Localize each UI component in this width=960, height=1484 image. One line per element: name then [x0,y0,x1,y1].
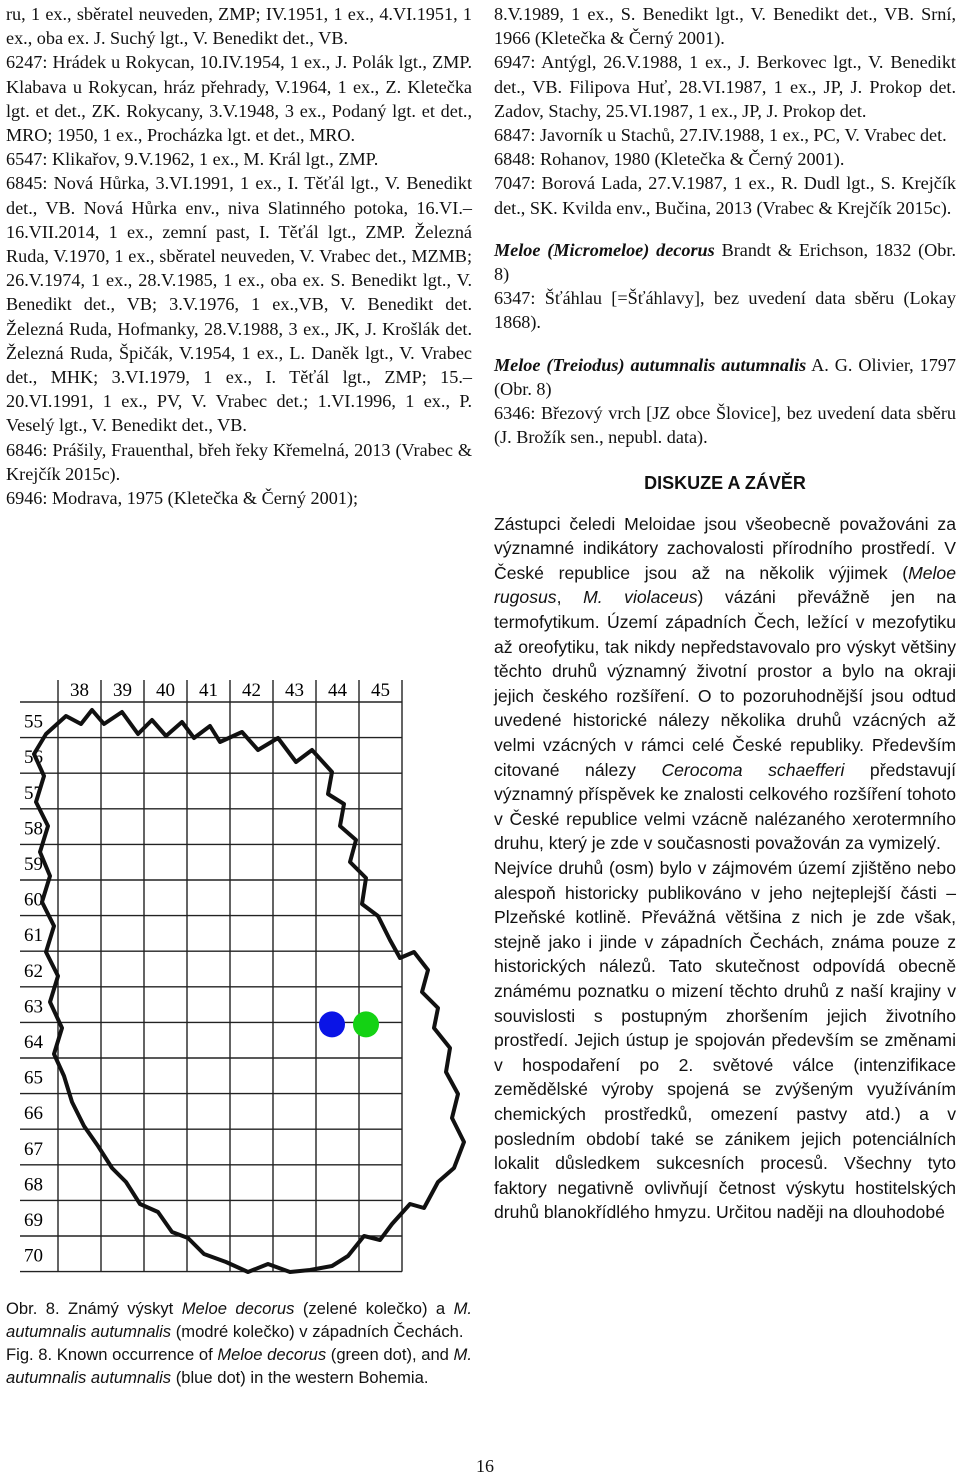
map-row-label: 69 [24,1210,43,1231]
spacer [494,335,956,353]
record-entry: ru, 1 ex., sběratel neuveden, ZMP; IV.1951, 1 ex., 4.VI.1951, 1 ex., oba ex. J. Suchý lgt., V. Benedikt det., VB. [6,4,472,49]
spacer [494,220,956,238]
map-row-label: 68 [24,1174,43,1196]
species-title: Meloe (Treiodus) autumnalis autumnalis [494,354,807,375]
figure-caption [6,1297,472,1389]
species-name: Meloe decorus [217,1345,327,1364]
map-row-label: 66 [24,1103,43,1125]
green-dot-meloe-decorus [353,1011,379,1037]
species-heading [494,238,956,286]
record-entry: 6845: Nová Hůrka, 3.VI.1991, 1 ex., I. Těťál lgt., V. Benedikt det., VB. Nová Hůrka env., niva Slatinného potoka, 16.VI.–16.VII.2014, 1 ex., zemní past, I. Těťál lgt., ZMP. Železná Ruda, V.1970, 1 ex., sběratel neuveden, V. Vrabec det., MZMB; 26.V.1974, 1 ex., 28.V.1985, 1 ex., oba ex. S. Benedikt lgt., V. Benedikt det., VB; 3.V.1976, 1 ex.,VB, V. Benedikt det. Železná Ruda, Hofmanky, 28.V.1988, 3 ex., JK, J. Krošlák det. Železná Ruda, Špičák, V.1954, 1 ex., L. Daněk lgt., V. Vrabec det., MHK; 3.VI.1979, 1 ex., I. Těťál lgt., ZMP; 15.–20.VI.1991, 1 ex., PV, V. Vrabec det.; 1.VI.1996, 1 ex., P. Veselý lgt., V. Benedikt det., VB. [6,173,472,436]
distribution-map [6,676,472,1280]
paragraph: Nejvíce druhů (osm) bylo v zájmovém území zjištěno nebo alespoň historicky publikováno v jeho nejteplejší části – Plzeňské kotlině. Převážná většina z nich je zde však, stejně jako i jinde v západních Čechách, známa pouze z historických nálezů. Tato skutečnost odpovídá obecně známému poznatku o mizení těchto druhů z naší krajiny v souvislosti s postupným zhoršením jejich životního prostředí. Jejich ústup je spojován především se změnami v hospodaření po 2. světové válce (intenzifikace zemědělské výroby spojená se zvýšeným využíváním chemických prostředků, omezení pastvy atd.) a v posledním období také se zánikem jejich potenciálních lokalit důsledkem sukcesních procesů. Všechny tyto faktory negativně ovlivňují četnost výskytu hostitelských druhů blanokřídlého hmyzu. Určitou naději na dlouhodobé [494,857,956,1223]
species-name: Meloe rugosus [494,562,956,608]
species-name: Meloe decorus [181,1299,295,1318]
discussion-text [494,512,956,1225]
page-number: 16 [476,1456,494,1476]
record-entry: 6347: Šťáhlau [=Šťáhlavy], bez uvedení data sběru (Lokay 1868). [494,288,956,333]
record-entry: 6247: Hrádek u Rokycan, 10.IV.1954, 1 ex., J. Polák lgt., ZMP. Klabava u Rokycan, hráz přehrady, V.1964, 1 ex., Z. Kletečka lgt. et det., ZK. Rokycany, 3.V.1948, 3 ex., Podaný lgt. et det., MRO; 1950, 1 ex., Procházka lgt. et det., MRO. [6,52,472,146]
record-entry: 6847: Javorník u Stachů, 27.IV.1988, 1 ex., PC, V. Vrabec det. [494,125,947,146]
map-row-label: 70 [24,1245,43,1267]
map-row-label: 58 [24,818,43,840]
record-entry: 6947: Antýgl, 26.V.1988, 1 ex., J. Berkovec lgt., V. Benedikt det., VB. Filipova Huť, 28.VI.1987, 1 ex., JP, J. Prokop det. Zadov, Stachy, 25.VI.1987, 1 ex., JP, J. Prokop det. [494,52,956,121]
map-row-label: 62 [24,960,43,982]
map-row-label: 59 [24,854,43,875]
species-author: Brandt & Erichson, 1832 (Obr. 8) [494,239,956,285]
map-column-label: 41 [199,680,218,701]
map-row-label: 65 [24,1067,43,1089]
map-column-label: 44 [328,680,347,701]
grid-map-svg [6,676,472,1280]
right-column [494,2,956,1225]
map-row-label: 57 [24,782,43,804]
species-heading [494,353,956,401]
map-column-label: 43 [285,680,304,701]
map-column-label: 42 [242,680,261,701]
caption-english: Fig. 8. Known occurrence of Meloe decorus (green dot), and M. autumnalis autumnalis (blue dot) in the western Bohemia. [6,1345,472,1387]
map-column-label: 39 [113,680,132,701]
map-column-label: 38 [70,680,89,701]
species-author: A. G. Olivier, 1797 (Obr. 8) [494,354,956,399]
map-row-label: 60 [24,889,43,911]
record-entry: 6846: Prášily, Frauenthal, břeh řeky Křemelná, 2013 (Vrabec & Krejčík 2015c). [6,439,472,484]
map-grid [20,680,402,1272]
record-entry: 6946: Modrava, 1975 (Kletečka & Černý 2001); [6,488,359,509]
map-row-label: 64 [24,1032,43,1053]
map-row-label: 56 [24,747,43,769]
paragraph: Zástupci čeledi Meloidae jsou všeobecně považováni za významné indikátory zachovalosti přírodního prostředí. V České republice jsou až na několik výjimek (Meloe rugosus, M. violaceus) vázáni převážně jen na termofytikum. Území západních Čech, ležící v mezofytiku až oreofytiku, tak nikdy nepředstavovalo pro výskyt většiny těchto druhů významný životní prostor a bylo na okraji jejich českého rozšíření. O to pozoruhodnější jsou odtud uvedené historické nálezy několika druhů vzácných až velmi vzácných v rámci celé České republiky. Především citované nálezy Cerocoma schaefferi představují významný příspěvek ke znalosti celkového rozšíření tohoto v České republice velmi vzácně nalézaného xerotermního druhu, který je zde v současnosti považován za vymizelý. [494,513,957,854]
caption-label-cz: Obr. 8. [6,1299,60,1318]
species-title: Meloe (Micromeloe) decorus [494,239,715,260]
map-row-label: 55 [24,711,43,733]
species-name: Cerocoma schaefferi [661,759,845,780]
species-name: M. autumnalis autumnalis [6,1345,472,1387]
species-name: M. violaceus [583,587,698,608]
caption-label-en: Fig. 8. [6,1345,53,1364]
map-row-label: 67 [24,1138,43,1160]
species-name: M. autumnalis autumnalis [6,1299,473,1341]
left-column [6,2,472,510]
blue-dot-meloe-autumnalis [319,1011,345,1037]
map-column-label: 45 [371,680,390,701]
map-row-label: 63 [24,996,43,1018]
map-column-label: 40 [156,680,175,701]
map-row-labels [24,712,44,1267]
record-entry: 7047: Borová Lada, 27.V.1987, 1 ex., R. Dudl lgt., S. Krejčík det., SK. Kvilda env., Bučina, 2013 (Vrabec & Krejčík 2015c). [494,173,956,218]
record-entry: 6346: Březový vrch [JZ obce Šlovice], bez uvedení data sběru (J. Brožík sen., nepubl. data). [494,403,956,448]
record-entry: 6547: Klikařov, 9.V.1962, 1 ex., M. Král lgt., ZMP. [6,149,379,170]
map-row-label: 61 [24,925,43,947]
region-boundary [34,710,464,1272]
section-heading: DISKUZE A ZÁVĚR [644,473,806,494]
record-entry: 8.V.1989, 1 ex., S. Benedikt lgt., V. Benedikt det., VB. Srní, 1966 (Kletečka & Černý 2001). [494,4,956,49]
record-entry: 6848: Rohanov, 1980 (Kletečka & Černý 2001). [494,149,845,170]
caption-czech: Obr. 8. Známý výskyt Meloe decorus (zelené kolečko) a M. autumnalis autumnalis (modré kolečko) v západních Čechách. [6,1299,473,1341]
